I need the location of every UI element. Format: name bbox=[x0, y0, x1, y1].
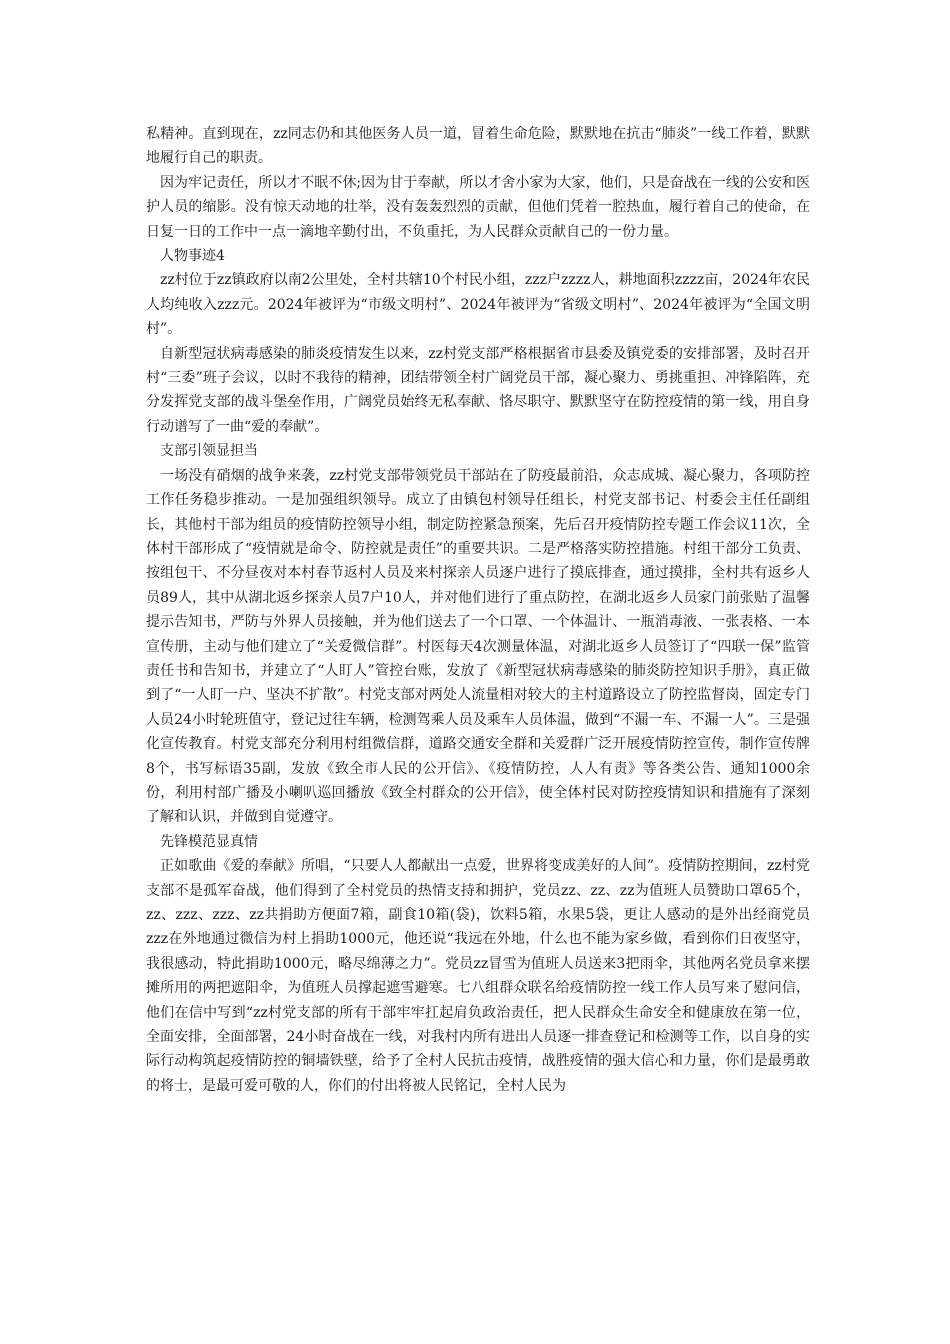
paragraph-village-intro: zz村位于zz镇政府以南2公里处，全村共辖10个村民小组，zzz户zzzz人，耕地面积zzzz亩，2024年农民人均纯收入zzz元。2024年被评为“市级文明村”、2024年被评为“省级文明村”、2024年被评为“全国文明村”。 bbox=[146, 272, 810, 338]
section-heading-profile-4: 人物事迹4 bbox=[160, 248, 225, 265]
paragraph-leadership-details: 一场没有硝烟的战争来袭，zz村党支部带领党员干部站在了防疫最前沿，众志成城、凝心聚力，各项防控工作任务稳步推动。一是加强组织领导。成立了由镇包村领导任组长，村党支部书记、村委会主任任副组长，其他村干部为组员的疫情防控领导小组，制定防控紧急预案，先后召开疫情防控专题工作会议11次，全体村干部形成了“疫情就是命令、防控就是责任”的重要共识。二是严格落实防控措施。村组干部分工负责、按组包干、不分昼夜对本村春节返村人员及来村探亲人员逐户进行了摸底排查，通过摸排，全村共有返乡人员89人，其中从湖北返乡探亲人员7户10人，并对他们进行了重点防控，在湖北返乡人员家门前张贴了温馨提示告知书，严防与外界人员接触，并为他们送去了一个口罩、一个体温计、一瓶消毒液、一张表格、一本宣传册，主动与他们建立了“关爱微信群”。村医每天4次测量体温，对湖北返乡人员签订了“四联一保”监管责任书和告知书，并建立了“人盯人”管控台账，发放了《新型冠状病毒感染的肺炎防控知识手册》，真正做到了“一人盯一户、坚决不扩散”。村党支部对两处人流量相对较大的主村道路设立了防控监督岗，固定专门人员24小时轮班值守，登记过往车辆，检测驾乘人员及乘车人员体温，做到“不漏一车、不漏一人”。三是强化宣传教育。村党支部充分利用村组微信群，道路交通安全群和关爱群广泛开展疫情防控宣传，制作宣传牌8个，书写标语35副，发放《致全市人民的公开信》、《疫情防控，人人有责》等各类公告、通知1000余份，利用村部广播及小喇叭巡回播放《致全村群众的公开信》，使全体村民对防控疫情知识和措施有了深刻了解和认识，并做到自觉遵守。 bbox=[146, 467, 810, 826]
paragraph-vanguard-details: 正如歌曲《爱的奉献》所唱，“只要人人都献出一点爱，世界将变成美好的人间”。疫情防控期间，zz村党支部不是孤军奋战，他们得到了全村党员的热情支持和拥护，党员zz、zz、zz为值班人员赞助口罩65个，zz、zzz、zzz、zz共捐助方便面7箱，副食10箱(袋)，饮料5箱，水果5袋，更让人感动的是外出经商党员zzz在外地通过微信为村上捐助1000元，他还说“我远在外地，什么也不能为家乡做，看到你们日夜坚守，我很感动，特此捐助1000元，略尽绵薄之力”。党员zz冒雪为值班人员送来3把雨伞，其他两名党员拿来摆摊所用的两把遮阳伞，为值班人员撑起遮雪避寒。七八组群众联名给疫情防控一线工作人员写来了慰问信，他们在信中写到“zz村党支部的所有干部牢牢扛起肩负政治责任，把人民群众生命安全和健康放在第一位，全面安排，全面部署，24小时奋战在一线，对我村内所有进出人员逐一排查登记和检测等工作，以自身的实际行动构筑起疫情防控的铜墙铁壁，给予了全村人民抗击疫情，战胜疫情的强大信心和力量，你们是最勇敢的将士，是最可爱可敬的人，你们的付出将被人民铭记，全村人民为 bbox=[146, 858, 810, 1094]
section-heading-vanguard: 先锋模范显真情 bbox=[160, 833, 258, 850]
paragraph-responsibility: 因为牢记责任，所以才不眠不休;因为甘于奉献，所以才舍小家为大家，他们，只是奋战在一线的公安和医护人员的缩影。没有惊天动地的壮举，没有轰轰烈烈的贡献，但他们凭着一腔热血，履行着自己的使命，在日复一日的工作中一点一滴地辛勤付出，不负重托，为人民群众贡献自己的一份力量。 bbox=[146, 174, 810, 240]
paragraph-epidemic-response: 自新型冠状病毒感染的肺炎疫情发生以来，zz村党支部严格根据省市县委及镇党委的安排部署，及时召开村“三委”班子会议，以时不我待的精神，团结带领全村广阔党员干部，凝心聚力、勇挑重担、冲锋陷阵，充分发挥党支部的战斗堡垒作用，广阔党员始终无私奉献、恪尽职守、默默坚守在防控疫情的第一线，用自身行动谱写了一曲“爱的奉献”。 bbox=[146, 345, 810, 435]
section-heading-branch-leadership: 支部引领显担当 bbox=[160, 443, 258, 460]
paragraph-continuation: 私精神。直到现在，zz同志仍和其他医务人员一道，冒着生命危险，默默地在抗击“肺炎”一线工作着，默默地履行自己的职责。 bbox=[146, 126, 810, 167]
document-page bbox=[146, 122, 810, 1098]
